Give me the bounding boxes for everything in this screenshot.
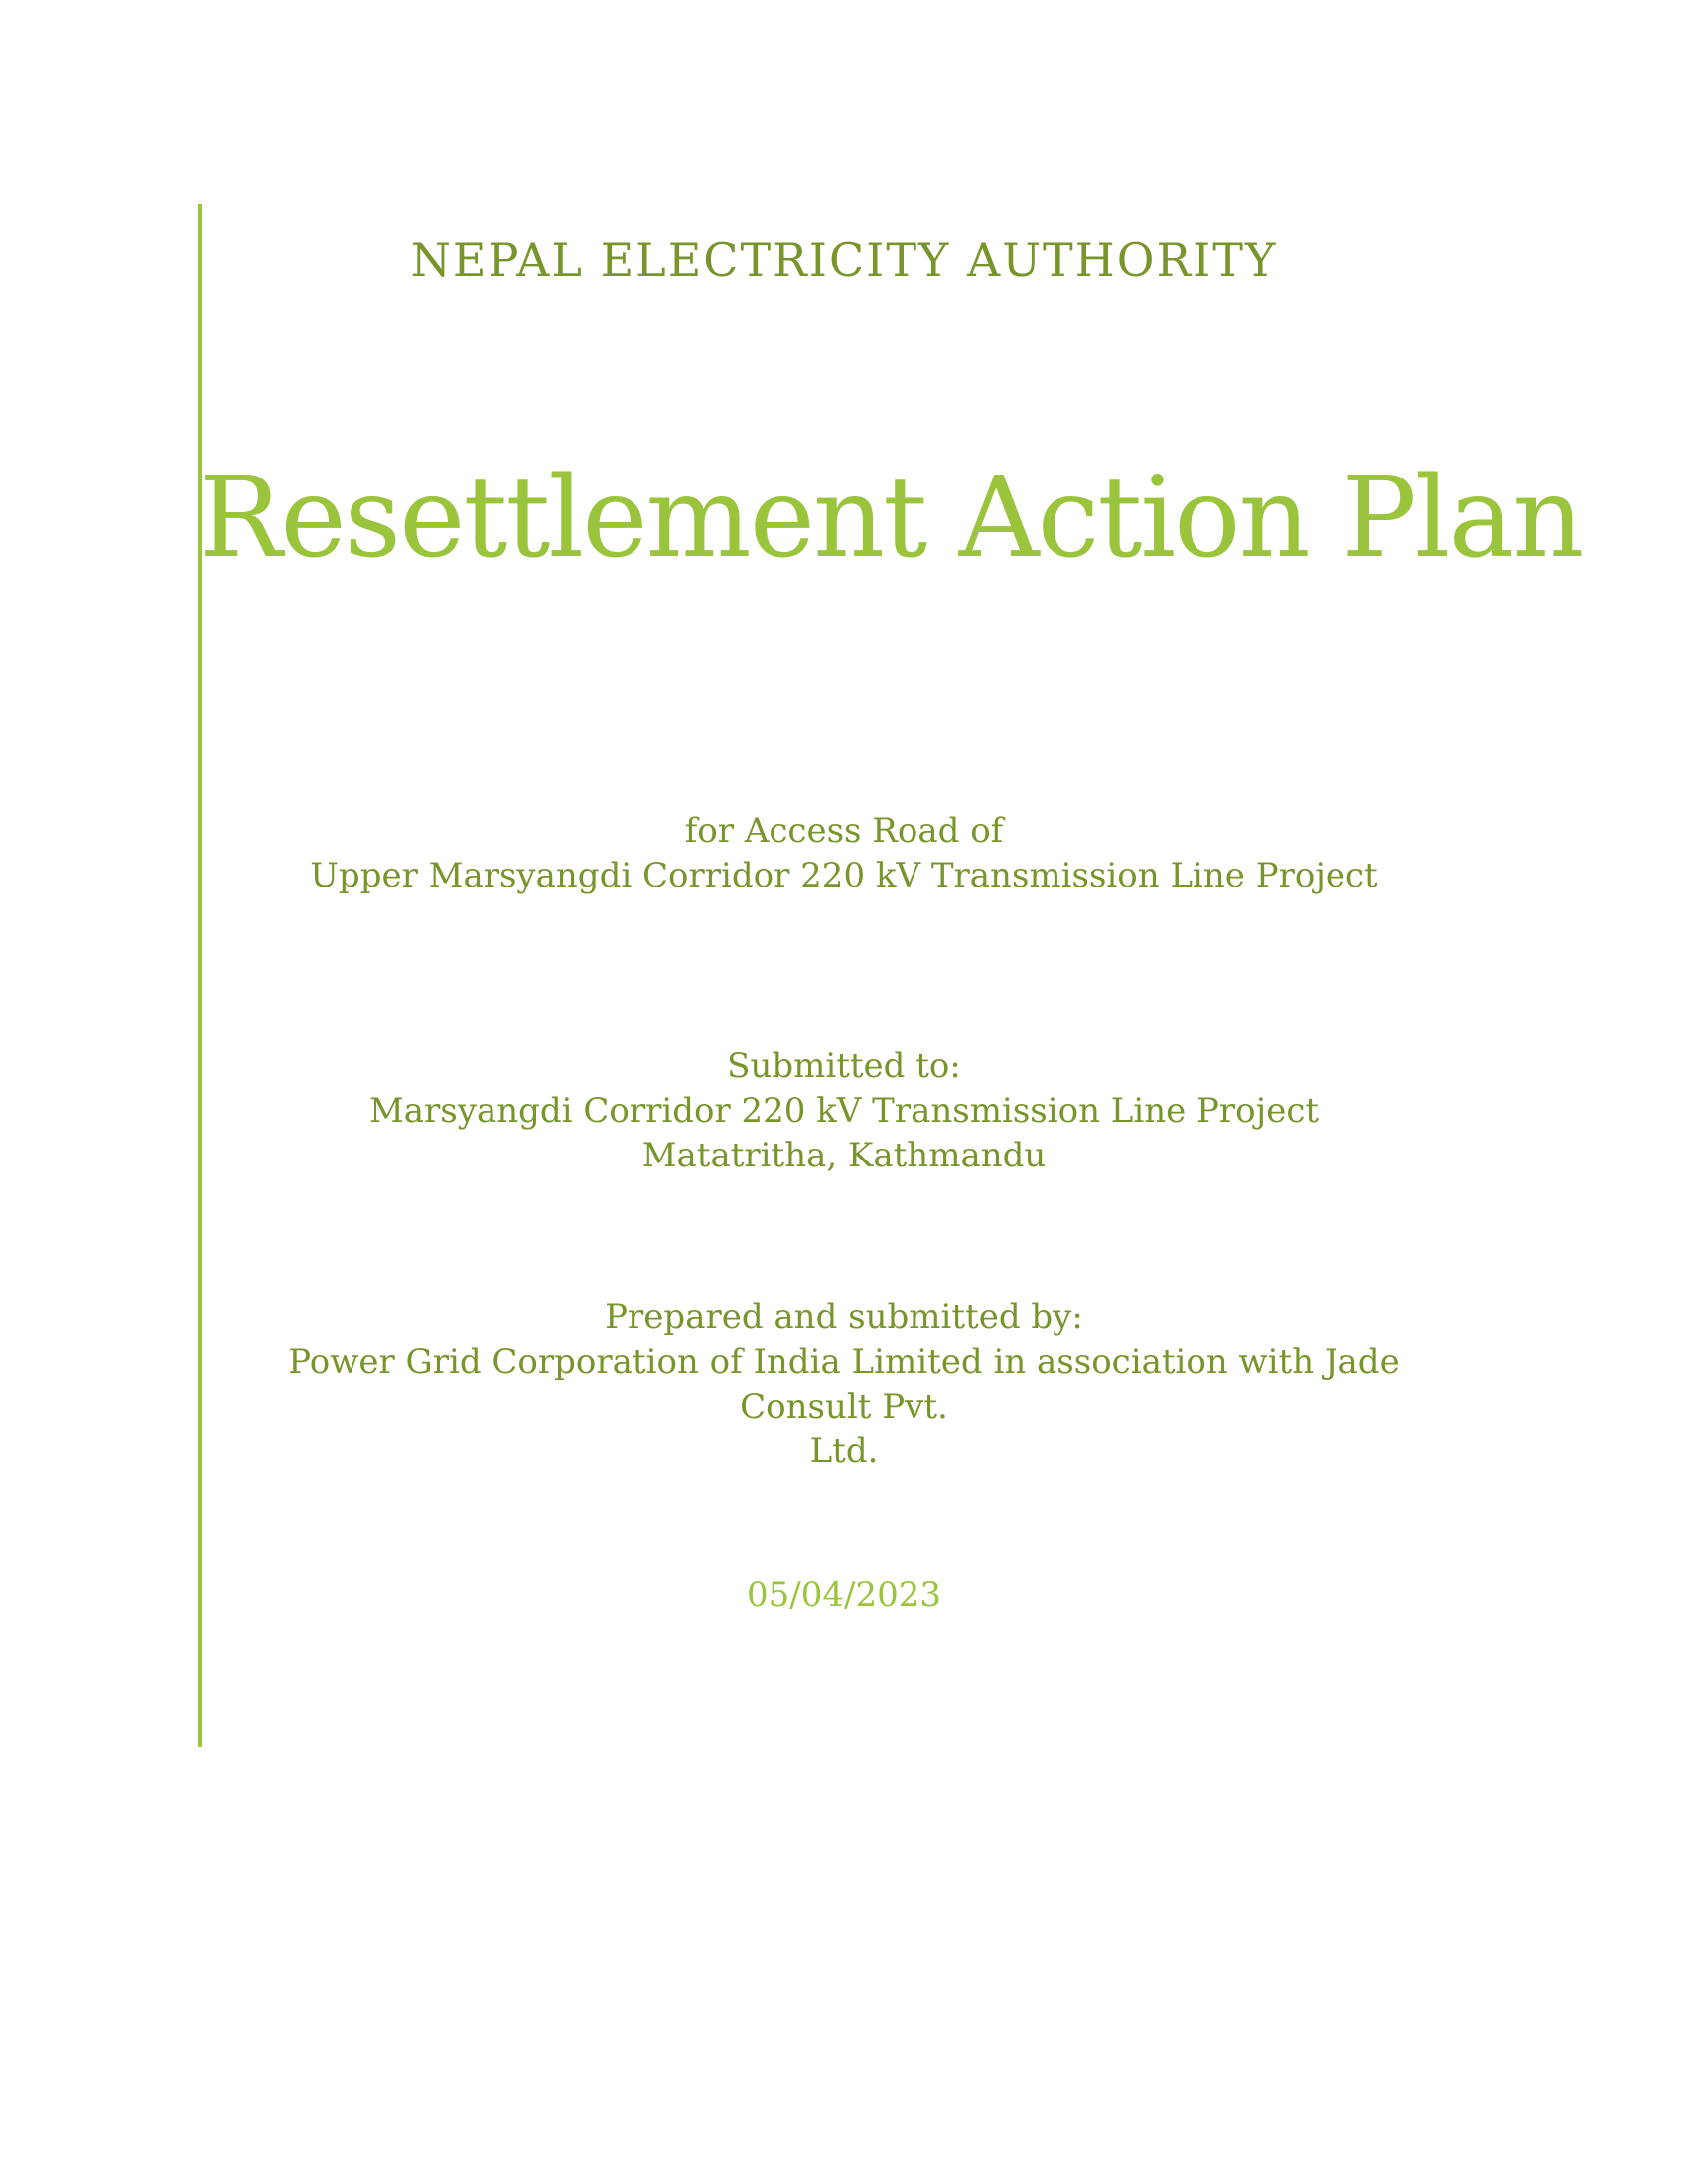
prepared-by-label: Prepared and submitted by: [605,1297,1083,1337]
subject-line-2: Upper Marsyangdi Corridor 220 kV Transmission Line Project [310,856,1378,895]
submitted-to-label: Submitted to: [727,1046,961,1086]
document-title: Resettlement Action Plan [199,454,1583,583]
organization-name: NEPAL ELECTRICITY AUTHORITY [410,233,1278,287]
submitted-to-line-2: Matatritha, Kathmandu [641,1136,1047,1175]
vertical-accent-rule [198,204,202,1747]
document-date: 05/04/2023 [747,1575,941,1615]
prepared-by-line-2: Ltd. [809,1432,879,1471]
prepared-by-block [218,1296,1470,1474]
subject-block [218,809,1470,898]
submitted-to-line-1: Marsyangdi Corridor 220 kV Transmission Line Project [368,1091,1320,1131]
submitted-to-block [218,1044,1470,1178]
prepared-by-line-1: Power Grid Corporation of India Limited in association with Jade Consult Pvt. [288,1342,1400,1427]
subject-line-1: for Access Road of [684,811,1004,851]
